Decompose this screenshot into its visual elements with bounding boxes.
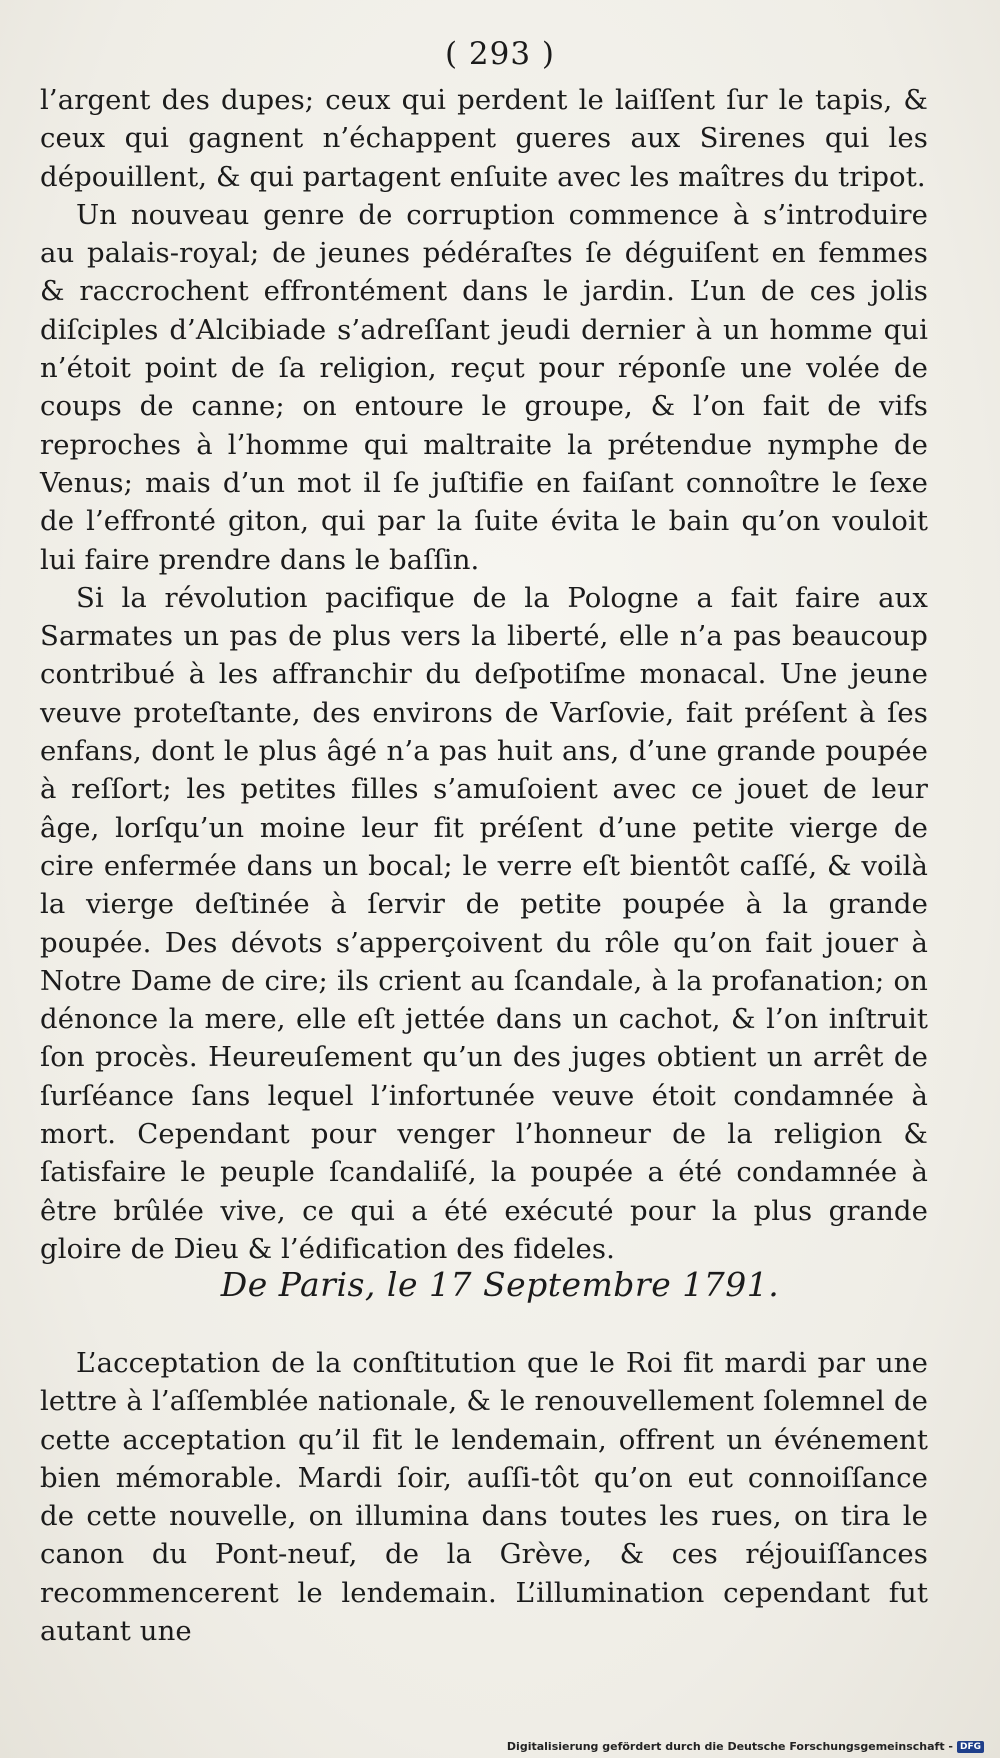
paragraph-continuation: l’argent des dupes; ceux qui perdent le laiſſent ſur le tapis, & ceux qui gagnent n’échappent gueres aux Sirenes qui les dépouillent, & qui partagent enſuite avec les maîtres du tripot.: [40, 84, 928, 193]
paragraph-pologne: Si la révolution pacifique de la Pologne a fait faire aux Sarmates un pas de plus vers la liberté, elle n’a pas beaucoup contribué à les affranchir du deſpotiſme monacal. Une jeune veuve proteſtante, des environs de Varſovie, fait préſent à ſes enfans, dont le plus âgé n’a pas huit ans, d’une grande poupée à reſſort; les petites filles s’amuſoient avec ce jouet de leur âge, lorſqu’un moine leur fit préſent d’une petite vierge de cire enfermée dans un bocal; le verre eſt bientôt caſſé, & voilà la vierge deſtinée à ſervir de petite poupée à la grande poupée. Des dévots s’apperçoivent du rôle qu’on fait jouer à Notre Dame de cire; ils crient au ſcandale, à la profanation; on dénonce la mere, elle eſt jettée dans un cachot, & l’on inſtruit ſon procès. Heureuſement qu’un des juges obtient un arrêt de ſurſéance ſans lequel l’infortunée veuve étoit condamnée à mort. Cependant pour venger l’honneur de la religion & ſatisfaire le peuple ſcandaliſé, la poupée a été condamnée à être brûlée vive, ce qui a été exécuté pour la plus grande gloire de Dieu & l’édification des fideles.: [40, 581, 928, 1265]
paragraph-acceptation: L’acceptation de la conſtitution que le Roi fit mardi par une lettre à l’aſſemblée nationale, & le renouvellement ſolemnel de cette acceptation qu’il fit le lendemain, offrent un événement bien mémorable. Mardi ſoir, auſſi-tôt qu’on eut connoiſſance de cette nouvelle, on illumina dans toutes les rues, on tira le canon du Pont-neuf, de la Grève, & ces réjouiſſances recommencerent le lendemain. L’illumination cependant fut autant une: [40, 1347, 928, 1648]
paragraph-palais-royal: Un nouveau genre de corruption commence à s’introduire au palais-royal; de jeunes pédéraſtes ſe déguiſent en femmes & raccrochent effrontément dans le jardin. L’un de ces jolis diſciples d’Alcibiade s’adreſſant jeudi dernier à un homme qui n’étoit point de ſa religion, reçut pour réponſe une volée de coups de canne; on entoure le groupe, & l’on fait de vifs reproches à l’homme qui maltraite la prétendue nymphe de Venus; mais d’un mot il ſe juſtifie en faiſant connoître le ſexe de l’effronté giton, qui par la ſuite évita le bain qu’on vouloit lui faire prendre dans le baſſin.: [40, 198, 928, 576]
dfg-logo: DFG: [957, 1741, 984, 1753]
text-block-bottom: [40, 1344, 928, 1650]
credit-text: Digitalisierung gefördert durch die Deutsche Forschungsgemeinschaft -: [506, 1740, 953, 1753]
text-block-top: [40, 81, 928, 1268]
page-number: ( 293 ): [444, 36, 556, 72]
digitization-credit: [507, 1740, 984, 1753]
section-heading: De Paris, le 17 Septembre 1791.: [220, 1265, 780, 1304]
